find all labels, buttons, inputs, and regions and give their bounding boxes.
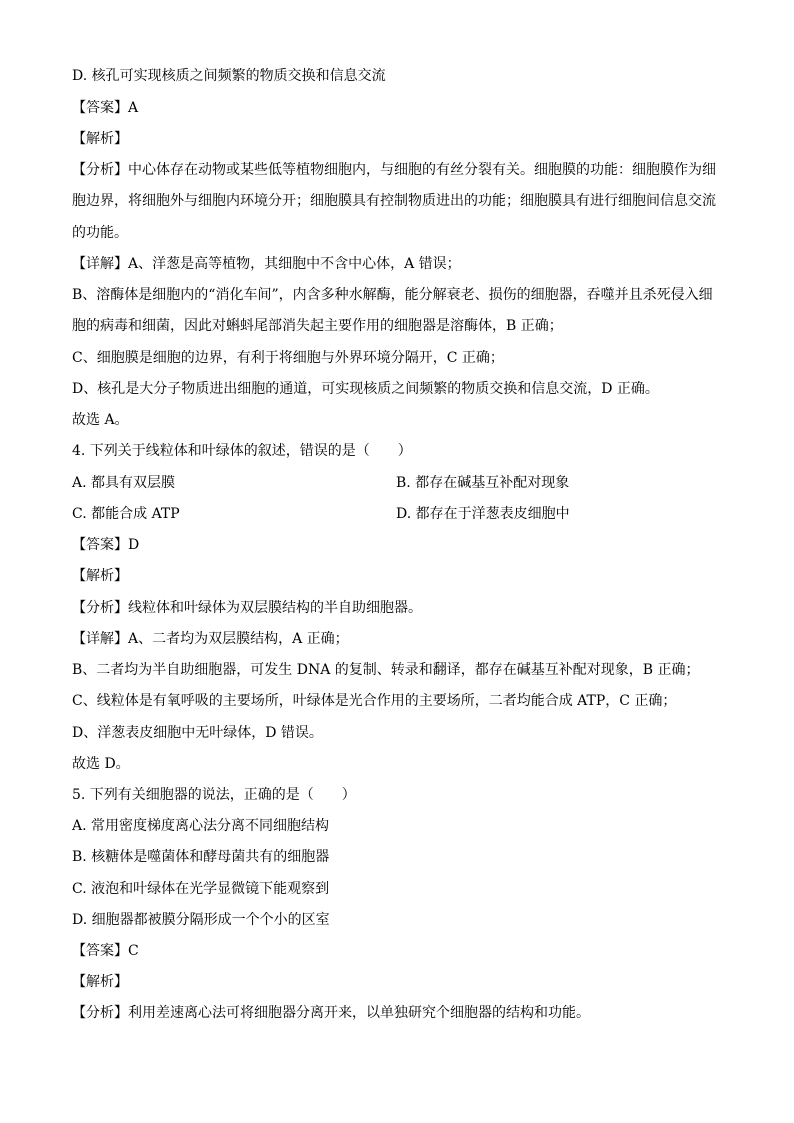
q5-stem: 5. 下列有关细胞器的说法，正确的是（ ）: [72, 787, 356, 803]
q3-xiangjie-d: D、核孔是大分子物质进出细胞的通道，可实现核质之间频繁的物质交换和信息交流，D 正确。: [72, 381, 659, 397]
q3-xiangjie-b-line-1: B、溶酶体是细胞内的“消化车间”，内含多种水解酶，能分解衰老、损伤的细胞器，吞噬并且杀死侵入细: [72, 287, 713, 303]
q4-conclusion: 故选 D。: [72, 756, 130, 772]
q3-fenxi-line-3: 的功能。: [72, 225, 128, 241]
q4-option-b: B. 都存在碱基互补配对现象: [396, 475, 570, 491]
q4-option-d: D. 都存在于洋葱表皮细胞中: [396, 506, 570, 522]
q4-option-a: A. 都具有双层膜: [72, 475, 176, 491]
q3-answer: 【答案】A: [72, 100, 139, 116]
q3-xiangjie-b-line-2: 胞的病毒和细菌，因此对蝌蚪尾部消失起主要作用的细胞器是溶酶体，B 正确；: [72, 318, 563, 334]
q4-xiangjie-d: D、洋葱表皮细胞中无叶绿体，D 错误。: [72, 725, 323, 741]
q5-option-c: C. 液泡和叶绿体在光学显微镜下能观察到: [72, 881, 330, 897]
q5-answer: 【答案】C: [72, 943, 139, 959]
q4-fenxi: 【分析】线粒体和叶绿体为双层膜结构的半自助细胞器。: [72, 600, 422, 616]
q3-conclusion: 故选 A。: [72, 412, 129, 428]
q4-xiangjie-c: C、线粒体是有氧呼吸的主要场所，叶绿体是光合作用的主要场所，二者均能合成 ATP，C 正确；: [72, 693, 677, 709]
q3-xiangjie-a: 【详解】A、洋葱是高等植物，其细胞中不含中心体，A 错误；: [72, 256, 461, 272]
q4-answer: 【答案】D: [72, 537, 140, 553]
q5-option-a: A. 常用密度梯度离心法分离不同细胞结构: [72, 818, 330, 834]
q5-analysis-heading: 【解析】: [72, 974, 128, 990]
q4-stem: 4. 下列关于线粒体和叶绿体的叙述，错误的是（ ）: [72, 443, 412, 459]
q4-xiangjie-b: B、二者均为半自助细胞器，可发生 DNA 的复制、转录和翻译，都存在碱基互补配对现象，B 正确；: [72, 662, 700, 678]
q4-analysis-heading: 【解析】: [72, 568, 128, 584]
q4-xiangjie-a: 【详解】A、二者均为双层膜结构，A 正确；: [72, 631, 349, 647]
q5-option-b: B. 核糖体是噬菌体和酵母菌共有的细胞器: [72, 849, 330, 865]
q5-option-d: D. 细胞器都被膜分隔形成一个个小的区室: [72, 912, 330, 928]
q3-xiangjie-c: C、细胞膜是细胞的边界，有利于将细胞与外界环境分隔开，C 正确；: [72, 350, 504, 366]
q3-option-d: D. 核孔可实现核质之间频繁的物质交换和信息交流: [72, 68, 386, 84]
q4-option-c: C. 都能合成 ATP: [72, 506, 180, 522]
q5-fenxi: 【分析】利用差速离心法可将细胞器分离开来，以单独研究个细胞器的结构和功能。: [72, 1005, 590, 1021]
q3-fenxi-line-1: 【分析】中心体存在动物或某些低等植物细胞内，与细胞的有丝分裂有关。细胞膜的功能：细胞膜作为细: [72, 162, 716, 178]
q3-analysis-heading: 【解析】: [72, 131, 128, 147]
q3-fenxi-line-2: 胞边界，将细胞外与细胞内环境分开；细胞膜具有控制物质进出的功能；细胞膜具有进行细胞间信息交流: [72, 193, 716, 209]
